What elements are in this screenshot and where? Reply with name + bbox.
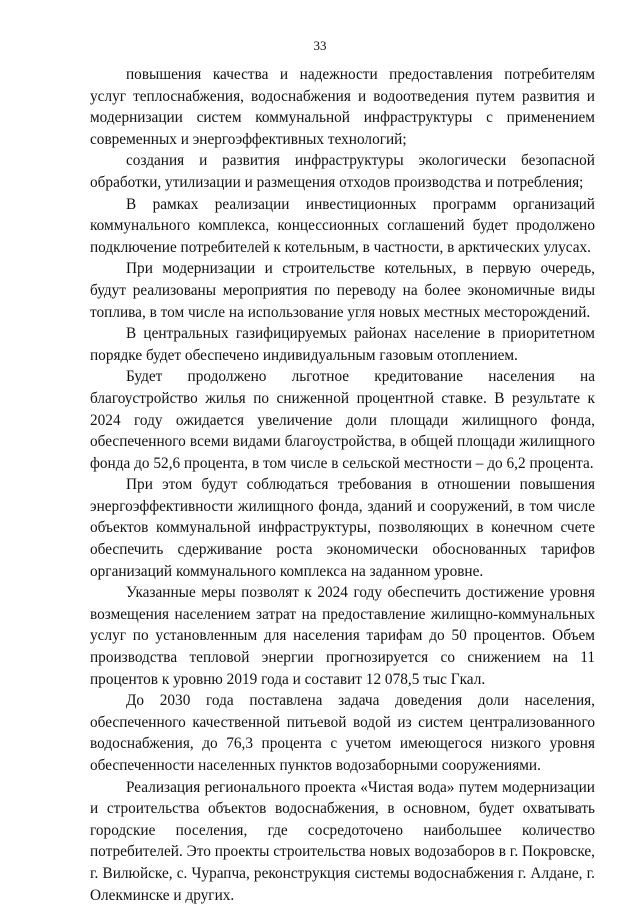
paragraph: повышения качества и надежности предоставления потребителям услуг теплоснабжения, водоснабжения и водоотведения путем развития и модернизации систем коммунальной инфраструктуры с применением современных и энергоэффективных технологий; (90, 66, 595, 148)
paragraph: Реализация регионального проекта «Чистая вода» путем модернизации и строительства объектов водоснабжения, в основном, будет охватывать городские поселения, где сосредоточено наибольшее количество потребителей. Это проекты строительства новых водозаборов в г. Покровске, г. Вилюйске, с. Чурапча, реконструкция системы водоснабжения г. Алдане, г. Олекминске и других. (90, 778, 595, 904)
paragraph: Будет продолжено льготное кредитование населения на благоустройство жилья по сниженной процентной ставке. В результате к 2024 году ожидается увеличение доли площади жилищного фонда, обеспеченного всеми видами благоустройства, в общей площади жилищного фонда до 52,6 процента, в том числе в сельской местности – до 6,2 процента. (90, 368, 595, 472)
paragraph: В центральных газифицируемых районах население в приоритетном порядке будет обеспечено индивидуальным газовым отоплением. (90, 325, 595, 364)
paragraph: При модернизации и строительстве котельных, в первую очередь, будут реализованы мероприятия по переводу на более экономичные виды топлива, в том числе на использование угля новых местных месторождений. (90, 260, 595, 321)
paragraph: создания и развития инфраструктуры экологически безопасной обработки, утилизации и размещения отходов производства и потребления; (90, 152, 595, 191)
paragraph: До 2030 года поставлена задача доведения доли населения, обеспеченного качественной питьевой водой из систем централизованного водоснабжения, до 76,3 процента с учетом имеющегося низкого уровня обеспеченности населенных пунктов водозаборными сооружениями. (90, 692, 595, 774)
body-text (90, 64, 595, 906)
paragraph: При этом будут соблюдаться требования в отношении повышения энергоэффективности жилищного фонда, зданий и сооружений, в том числе объектов коммунальной инфраструктуры, позволяющих в конечном счете обеспечить сдерживание роста экономически обоснованных тарифов организаций коммунального комплекса на заданном уровне. (90, 476, 595, 580)
paragraph: Указанные меры позволят к 2024 году обеспечить достижение уровня возмещения населением затрат на предоставление жилищно-коммунальных услуг по установленным для населения тарифам до 50 процентов. Объем производства тепловой энергии прогнозируется со снижением на 11 процентов к уровню 2019 года и составит 12 078,5 тыс Гкал. (90, 584, 595, 688)
page-number: 33 (313, 38, 327, 53)
paragraph: В рамках реализации инвестиционных программ организаций коммунального комплекса, концессионных соглашений будет продолжено подключение потребителей к котельным, в частности, в арктических улусах. (90, 195, 595, 256)
